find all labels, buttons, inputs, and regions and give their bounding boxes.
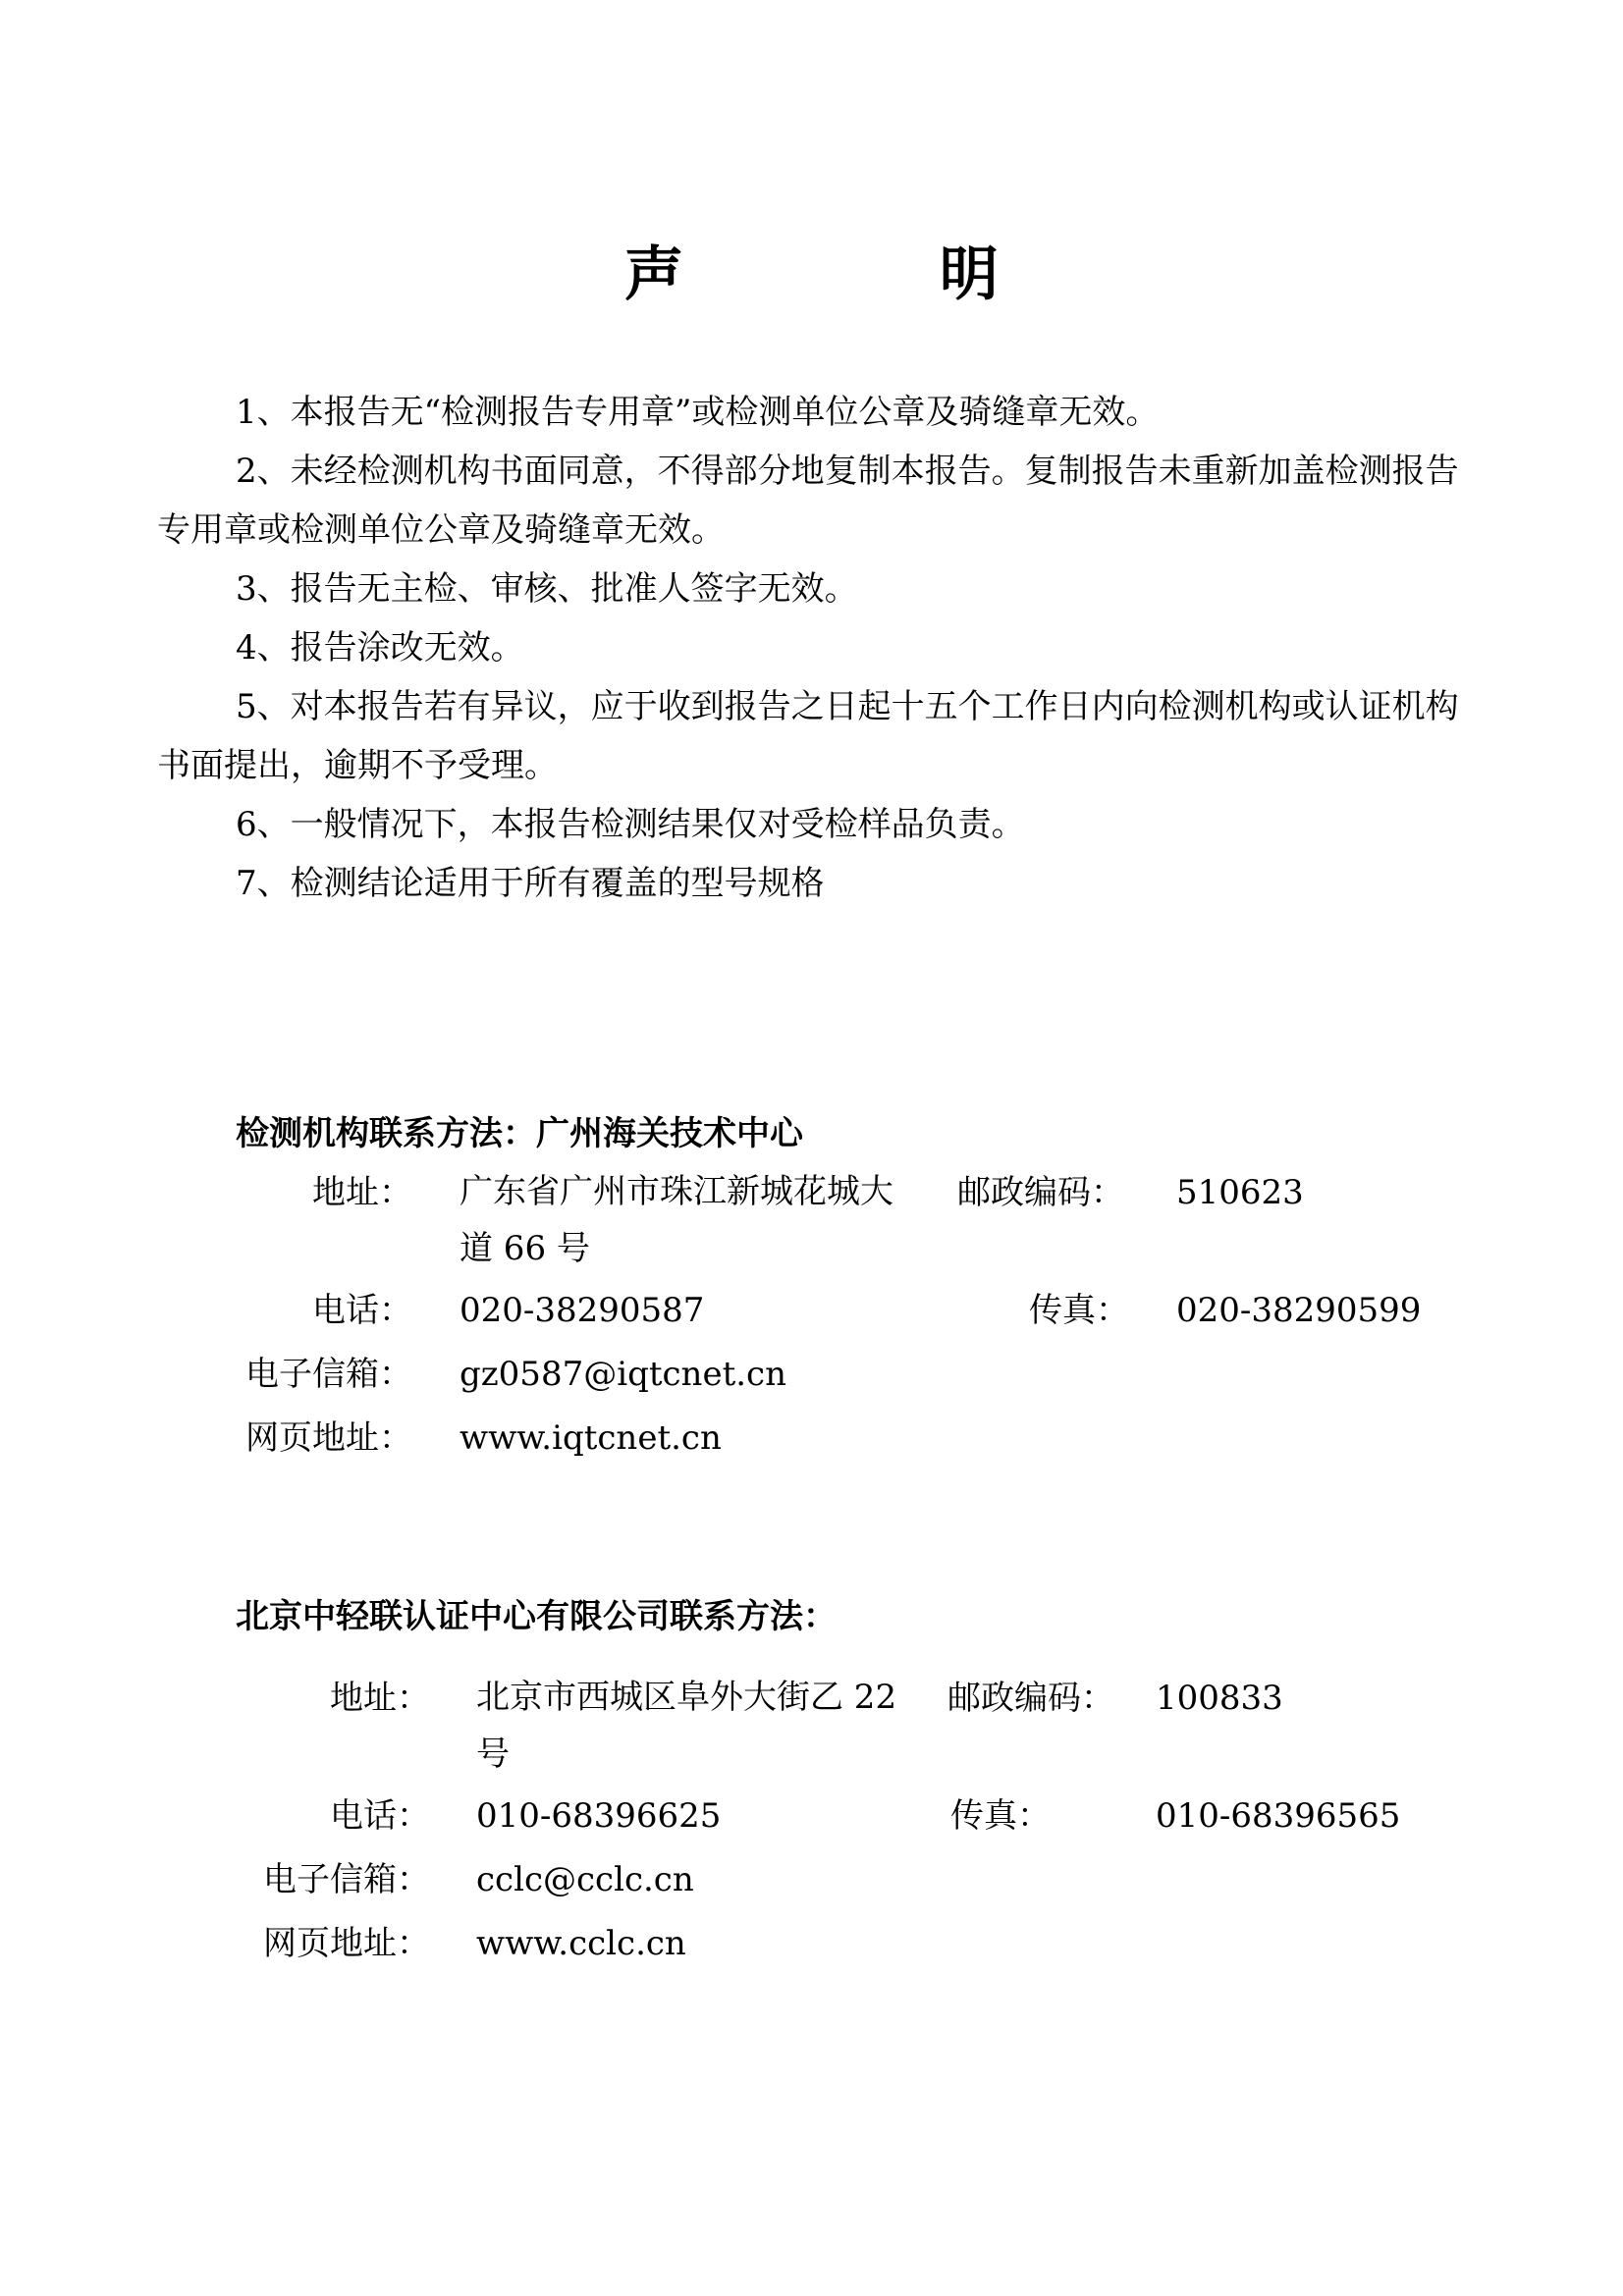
statement-item: 5、对本报告若有异议，应于收到报告之日起十五个工作日内向检测机构或认证机构书面提出，逾期不予受理。	[157, 687, 1459, 785]
cert-email-value: cclc@cclc.cn	[476, 1860, 694, 1899]
lab-contact-block	[0, 1163, 1623, 1497]
page-title: 声 明	[624, 240, 1116, 309]
cert-fax-value: 010-68396565	[1156, 1796, 1401, 1836]
statement-item: 2、未经检测机构书面同意，不得部分地复制本报告。复制报告未重新加盖检测报告专用章或检测单位公章及骑缝章无效。	[157, 452, 1459, 550]
lab-phone-label: 电话：	[312, 1291, 412, 1330]
statement-list	[157, 383, 1483, 913]
cert-contact-block	[0, 1669, 1623, 2002]
cert-web-value: www.cclc.cn	[476, 1924, 686, 1963]
statement-item: 3、报告无主检、审核、批准人签字无效。	[236, 569, 858, 609]
cert-address-label: 地址：	[330, 1679, 430, 1718]
lab-web-label: 网页地址：	[245, 1418, 412, 1458]
cert-fax-label: 传真：	[950, 1796, 1051, 1836]
statement-item: 6、一般情况下，本报告检测结果仅对受检样品负责。	[236, 805, 1025, 844]
statement-item: 4、报告涂改无效。	[236, 628, 524, 667]
cert-contact-heading: 北京中轻联认证中心有限公司联系方法：	[236, 1597, 837, 1636]
lab-postcode-value: 510623	[1176, 1173, 1304, 1212]
cert-phone-label: 电话：	[330, 1796, 430, 1836]
lab-contact-heading: 检测机构联系方法：广州海关技术中心	[236, 1114, 803, 1153]
statement-item: 1、本报告无“检测报告专用章”或检测单位公章及骑缝章无效。	[236, 393, 1160, 432]
lab-postcode-label: 邮政编码：	[957, 1173, 1124, 1212]
cert-postcode-label: 邮政编码：	[947, 1679, 1114, 1718]
lab-fax-label: 传真：	[1029, 1291, 1129, 1330]
lab-address-label: 地址：	[312, 1173, 412, 1212]
lab-web-value: www.iqtcnet.cn	[460, 1418, 722, 1458]
cert-phone-value: 010-68396625	[476, 1796, 722, 1836]
cert-postcode-value: 100833	[1156, 1679, 1283, 1718]
lab-email-label: 电子信箱：	[245, 1355, 412, 1394]
cert-web-label: 网页地址：	[263, 1924, 430, 1963]
lab-email-value: gz0587@iqtcnet.cn	[460, 1355, 786, 1394]
statement-item: 7、检测结论适用于所有覆盖的型号规格	[236, 864, 825, 903]
lab-fax-value: 020-38290599	[1176, 1291, 1422, 1330]
cert-address-value: 北京市西城区阜外大街乙 22 号	[476, 1678, 897, 1774]
lab-phone-value: 020-38290587	[460, 1291, 705, 1330]
cert-email-label: 电子信箱：	[263, 1860, 430, 1899]
lab-address-value: 广东省广州市珠江新城花城大道 66 号	[460, 1172, 893, 1268]
